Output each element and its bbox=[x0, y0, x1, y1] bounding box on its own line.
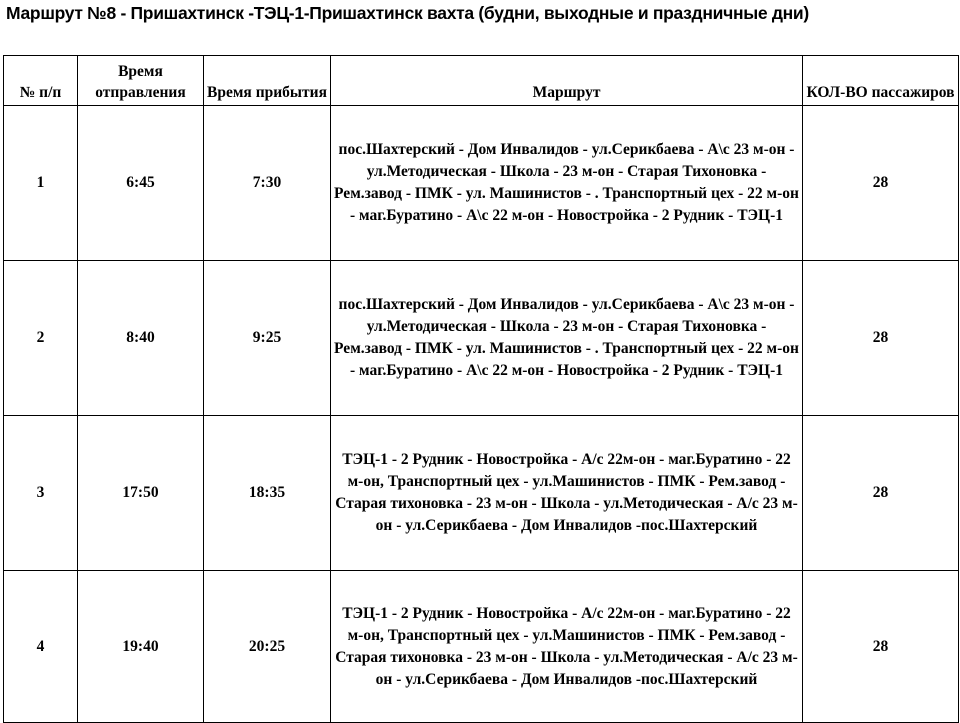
header-arrival-time: Время прибытия bbox=[204, 56, 331, 106]
passenger-count: 28 bbox=[803, 261, 959, 416]
departure-time: 19:40 bbox=[78, 571, 204, 723]
arrival-time: 18:35 bbox=[204, 416, 331, 571]
table-row bbox=[4, 106, 959, 261]
header-route: Маршрут bbox=[331, 56, 803, 106]
table-row bbox=[4, 571, 959, 723]
route-description: пос.Шахтерский - Дом Инвалидов - ул.Серикбаева - А\с 23 м-он - ул.Методическая - Школа - 23 м-он - Старая Тихоновка - Рем.завод - ПМК - ул. Машинистов - . Транспортный цех - 22 м-он - маг.Буратино - А\с 22 м-он - Новостройка - 2 Рудник - ТЭЦ-1 bbox=[331, 106, 803, 261]
departure-time: 17:50 bbox=[78, 416, 204, 571]
route-description: пос.Шахтерский - Дом Инвалидов - ул.Серикбаева - А\с 23 м-он - ул.Методическая - Школа - 23 м-он - Старая Тихоновка - Рем.завод - ПМК - ул. Машинистов - . Транспортный цех - 22 м-он - маг.Буратино - А\с 22 м-он - Новостройка - 2 Рудник - ТЭЦ-1 bbox=[331, 261, 803, 416]
route-description: ТЭЦ-1 - 2 Рудник - Новостройка - А/с 22м-он - маг.Буратино - 22 м-он, Транспортный цех - ул.Машинистов - ПМК - Рем.завод - Старая тихоновка - 23 м-он - Школа - ул.Методическая - А/с 23 м-он - ул.Серикбаева - Дом Инвалидов -пос.Шахтерский bbox=[331, 571, 803, 723]
route-description: ТЭЦ-1 - 2 Рудник - Новостройка - А/с 22м-он - маг.Буратино - 22 м-он, Транспортный цех - ул.Машинистов - ПМК - Рем.завод - Старая тихоновка - 23 м-он - Школа - ул.Методическая - А/с 23 м-он - ул.Серикбаева - Дом Инвалидов -пос.Шахтерский bbox=[331, 416, 803, 571]
arrival-time: 7:30 bbox=[204, 106, 331, 261]
departure-time: 6:45 bbox=[78, 106, 204, 261]
passenger-count: 28 bbox=[803, 416, 959, 571]
header-departure-time: Время отправления bbox=[78, 56, 204, 106]
passenger-count: 28 bbox=[803, 106, 959, 261]
row-number: 4 bbox=[4, 571, 78, 723]
row-number: 2 bbox=[4, 261, 78, 416]
header-number: № п/п bbox=[4, 56, 78, 106]
passenger-count: 28 bbox=[803, 571, 959, 723]
table-row bbox=[4, 261, 959, 416]
row-number: 3 bbox=[4, 416, 78, 571]
header-passenger-count: КОЛ-ВО пассажиров bbox=[803, 56, 959, 106]
row-number: 1 bbox=[4, 106, 78, 261]
page-title: Маршрут №8 - Пришахтинск -ТЭЦ-1-Пришахтинск вахта (будни, выходные и праздничные дни) bbox=[6, 3, 809, 23]
arrival-time: 9:25 bbox=[204, 261, 331, 416]
schedule-table bbox=[3, 55, 959, 723]
header-row bbox=[4, 56, 959, 106]
table-row bbox=[4, 416, 959, 571]
departure-time: 8:40 bbox=[78, 261, 204, 416]
arrival-time: 20:25 bbox=[204, 571, 331, 723]
